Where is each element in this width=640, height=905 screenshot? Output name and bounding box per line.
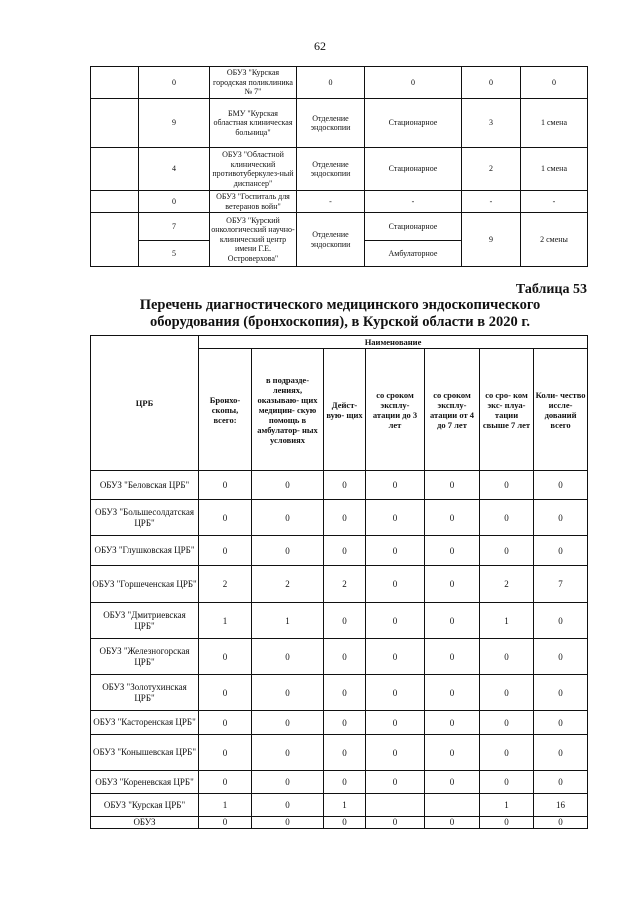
cell-dept: Отделение эндоскопии: [297, 213, 365, 267]
cell-count: 2: [462, 148, 521, 191]
cell-value: 1: [199, 603, 252, 639]
cell-dept: Отделение эндоскопии: [297, 148, 365, 191]
blank-cell: [91, 99, 139, 148]
cell-org: ОБУЗ "Курская городская поликлиника № 7": [210, 67, 297, 99]
cell-value: 0: [366, 735, 425, 771]
cell-value: 0: [324, 675, 366, 711]
table-row: [91, 817, 588, 829]
cell-crb-name: ОБУЗ "Дмитриевская ЦРБ": [91, 603, 199, 639]
cell-type: -: [365, 191, 462, 213]
cell-value: 0: [199, 471, 252, 500]
table-row: [91, 675, 588, 711]
cell-crb-name: ОБУЗ "Кореневская ЦРБ": [91, 771, 199, 794]
cell-count: -: [462, 191, 521, 213]
cell-value: [425, 794, 480, 817]
cell-num: 4: [139, 148, 210, 191]
column-header: в подразде- лениях, оказываю- щих медицин- скую помощь в амбулатор- ных условиях: [252, 349, 324, 471]
cell-value: 0: [534, 735, 588, 771]
cell-shifts: 2 смены: [521, 213, 588, 267]
cell-type: Стационарное: [365, 148, 462, 191]
table-row: [91, 603, 588, 639]
cell-value: 0: [534, 500, 588, 536]
cell-value: 0: [480, 735, 534, 771]
cell-org: БМУ "Курская областная клиническая больница": [210, 99, 297, 148]
table-row: [91, 771, 588, 794]
cell-type: Стационарное: [365, 99, 462, 148]
cell-num: 7: [139, 213, 210, 241]
cell-value: 2: [252, 566, 324, 603]
cell-count: 0: [462, 67, 521, 99]
cell-value: 0: [534, 639, 588, 675]
cell-crb-name: ОБУЗ "Конышевская ЦРБ": [91, 735, 199, 771]
table-row: [91, 711, 588, 735]
cell-crb-name: ОБУЗ "Касторенская ЦРБ": [91, 711, 199, 735]
cell-value: 2: [199, 566, 252, 603]
cell-value: 0: [199, 735, 252, 771]
cell-crb-name: ОБУЗ "Курская ЦРБ": [91, 794, 199, 817]
cell-value: 1: [324, 794, 366, 817]
cell-value: 0: [252, 500, 324, 536]
heading-line: оборудования (бронхоскопия), в Курской области в 2020 г.: [150, 314, 530, 330]
cell-value: 0: [366, 603, 425, 639]
cell-value: 0: [480, 675, 534, 711]
cell-value: 0: [252, 639, 324, 675]
cell-value: 0: [324, 711, 366, 735]
table-row: [91, 536, 588, 566]
table-row: [91, 500, 588, 536]
cell-value: 0: [324, 817, 366, 829]
table-row: [91, 191, 588, 213]
column-header-crb: ЦРБ: [91, 336, 199, 471]
blank-cell: [91, 67, 139, 99]
bronchoscopy-equipment-table: [90, 335, 588, 829]
cell-value: 16: [534, 794, 588, 817]
table-row: [91, 99, 588, 148]
cell-value: 0: [480, 817, 534, 829]
cell-value: 1: [480, 794, 534, 817]
cell-value: 0: [252, 711, 324, 735]
table-row: [91, 471, 588, 500]
cell-value: 0: [366, 500, 425, 536]
cell-value: 0: [425, 771, 480, 794]
cell-shifts: 1 смена: [521, 99, 588, 148]
cell-value: 0: [252, 817, 324, 829]
cell-value: 0: [425, 500, 480, 536]
column-header: со сро- ком экс- плуа- тации свыше 7 лет: [480, 349, 534, 471]
cell-value: 0: [199, 711, 252, 735]
cell-value: 0: [366, 817, 425, 829]
column-header: Дейст- вую- щих: [324, 349, 366, 471]
cell-shifts: 0: [521, 67, 588, 99]
cell-value: 0: [534, 603, 588, 639]
cell-dept: 0: [297, 67, 365, 99]
heading-line: Перечень диагностического медицинского эндоскопического: [139, 297, 541, 313]
table-row: [91, 213, 588, 241]
cell-value: 1: [199, 794, 252, 817]
cell-value: 0: [366, 471, 425, 500]
cell-crb-name: ОБУЗ "Глушковская ЦРБ": [91, 536, 199, 566]
cell-num: 5: [139, 241, 210, 267]
cell-dept: Отделение эндоскопии: [297, 99, 365, 148]
table-row: [91, 794, 588, 817]
cell-value: 0: [534, 817, 588, 829]
cell-value: 0: [366, 536, 425, 566]
cell-value: 0: [324, 500, 366, 536]
cell-value: 0: [480, 711, 534, 735]
blank-cell: [91, 148, 139, 191]
cell-value: 0: [534, 771, 588, 794]
blank-cell: [91, 191, 139, 213]
cell-value: 0: [252, 536, 324, 566]
cell-org: ОБУЗ "Областной клинический противотуберкулез-ный диспансер": [210, 148, 297, 191]
cell-value: 0: [366, 566, 425, 603]
cell-value: 0: [252, 735, 324, 771]
cell-crb-name: ОБУЗ: [91, 817, 199, 829]
cell-value: 0: [425, 603, 480, 639]
cell-count: 9: [462, 213, 521, 267]
cell-value: 0: [324, 536, 366, 566]
column-header: со сроком эксплу- атации до 3 лет: [366, 349, 425, 471]
cell-value: 0: [324, 639, 366, 675]
cell-crb-name: ОБУЗ "Горшеченская ЦРБ": [91, 566, 199, 603]
cell-value: 0: [425, 566, 480, 603]
cell-type: Амбулаторное: [365, 241, 462, 267]
cell-value: 0: [366, 639, 425, 675]
cell-value: 0: [199, 536, 252, 566]
cell-value: 0: [480, 536, 534, 566]
table-row: [91, 67, 588, 99]
cell-value: 0: [366, 711, 425, 735]
column-header: со сроком эксплу- атации от 4 до 7 лет: [425, 349, 480, 471]
cell-value: 0: [324, 735, 366, 771]
column-header: Коли- чество иссле- дований всего: [534, 349, 588, 471]
cell-num: 0: [139, 191, 210, 213]
cell-value: 0: [425, 536, 480, 566]
table-row: [91, 639, 588, 675]
cell-value: 0: [425, 735, 480, 771]
column-group-header: Наименование: [199, 336, 588, 349]
cell-value: 0: [199, 639, 252, 675]
cell-value: [366, 794, 425, 817]
cell-org: ОБУЗ "Курский онкологический научно-клинический центр имени Г.Е. Островерхова": [210, 213, 297, 267]
cell-value: 0: [252, 771, 324, 794]
cell-value: 0: [199, 675, 252, 711]
cell-shifts: -: [521, 191, 588, 213]
page-number: 62: [314, 39, 326, 53]
cell-count: 3: [462, 99, 521, 148]
cell-value: 0: [534, 675, 588, 711]
cell-value: 0: [252, 794, 324, 817]
cell-value: 0: [252, 675, 324, 711]
cell-dept: -: [297, 191, 365, 213]
table-row: [91, 735, 588, 771]
cell-value: 2: [480, 566, 534, 603]
cell-value: 7: [534, 566, 588, 603]
cell-value: 0: [199, 771, 252, 794]
cell-value: 0: [425, 675, 480, 711]
cell-value: 0: [366, 675, 425, 711]
cell-crb-name: ОБУЗ "Беловская ЦРБ": [91, 471, 199, 500]
blank-cell: [91, 213, 139, 267]
cell-value: 0: [199, 817, 252, 829]
cell-value: 0: [199, 500, 252, 536]
cell-value: 0: [534, 711, 588, 735]
cell-value: 0: [366, 771, 425, 794]
cell-value: 0: [425, 471, 480, 500]
cell-crb-name: ОБУЗ "Большесолдатская ЦРБ": [91, 500, 199, 536]
cell-value: 0: [252, 471, 324, 500]
cell-value: 0: [480, 471, 534, 500]
cell-value: 1: [252, 603, 324, 639]
cell-type: Стационарное: [365, 213, 462, 241]
cell-crb-name: ОБУЗ "Железногорская ЦРБ": [91, 639, 199, 675]
cell-org: ОБУЗ "Госпиталь для ветеранов войн": [210, 191, 297, 213]
cell-value: 0: [534, 471, 588, 500]
cell-value: 0: [324, 471, 366, 500]
cell-type: 0: [365, 67, 462, 99]
cell-value: 0: [534, 536, 588, 566]
column-header: Бронхо- скопы, всего:: [199, 349, 252, 471]
cell-value: 0: [480, 639, 534, 675]
table-row: [91, 566, 588, 603]
cell-value: 2: [324, 566, 366, 603]
endoscopy-units-table: [90, 66, 588, 267]
cell-num: 9: [139, 99, 210, 148]
table-row: [91, 148, 588, 191]
cell-value: 0: [480, 771, 534, 794]
header-row: [91, 336, 588, 349]
cell-shifts: 1 смена: [521, 148, 588, 191]
cell-value: 1: [480, 603, 534, 639]
cell-crb-name: ОБУЗ "Золотухинская ЦРБ": [91, 675, 199, 711]
cell-value: 0: [324, 771, 366, 794]
cell-value: 0: [324, 603, 366, 639]
table-caption: Таблица 53: [515, 282, 587, 297]
cell-value: 0: [425, 639, 480, 675]
cell-value: 0: [425, 711, 480, 735]
table-heading: [110, 297, 570, 331]
cell-num: 0: [139, 67, 210, 99]
cell-value: 0: [480, 500, 534, 536]
cell-value: 0: [425, 817, 480, 829]
